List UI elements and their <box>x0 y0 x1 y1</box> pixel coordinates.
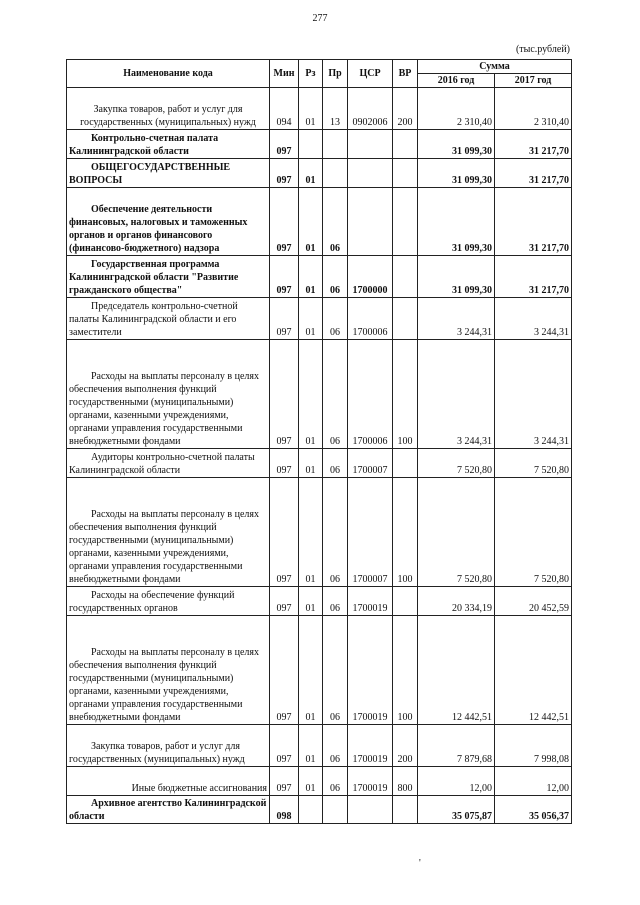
row-min: 097 <box>270 130 299 159</box>
row-csr: 1700019 <box>348 725 393 767</box>
row-vr <box>393 298 418 340</box>
table-row <box>67 256 572 298</box>
row-2016: 12,00 <box>418 767 495 796</box>
table-row <box>67 725 572 767</box>
row-min: 097 <box>270 256 299 298</box>
row-2016: 3 244,31 <box>418 298 495 340</box>
row-min: 097 <box>270 340 299 449</box>
row-name: Обеспечение деятельности финансовых, налоговых и таможенных органов и органов финансового (финансово-бюджетного) надзора <box>67 188 270 256</box>
row-vr <box>393 587 418 616</box>
header-min: Мин <box>270 60 299 88</box>
row-name: Расходы на выплаты персоналу в целях обеспечения выполнения функций государственными (муниципальными) органами, казенными учреждениями, органами управления государственными внебюджетными фондами <box>67 478 270 587</box>
page-number: 277 <box>312 13 328 24</box>
row-2017: 3 244,31 <box>495 340 572 449</box>
row-name: Контрольно-счетная палата Калининградской области <box>67 130 270 159</box>
row-csr <box>348 159 393 188</box>
row-csr <box>348 796 393 824</box>
header-2017: 2017 год <box>495 74 572 88</box>
header-pr: Пр <box>323 60 348 88</box>
row-2016: 31 099,30 <box>418 188 495 256</box>
row-2016: 7 520,80 <box>418 449 495 478</box>
table-row <box>67 616 572 725</box>
row-2017: 7 520,80 <box>495 449 572 478</box>
row-pr: 06 <box>323 188 348 256</box>
row-vr: 200 <box>393 88 418 130</box>
row-2016: 7 879,68 <box>418 725 495 767</box>
header-csr: ЦСР <box>348 60 393 88</box>
row-min: 097 <box>270 298 299 340</box>
row-rz: 01 <box>299 478 323 587</box>
row-csr: 1700007 <box>348 449 393 478</box>
header-name: Наименование кода <box>67 60 270 88</box>
row-min: 097 <box>270 587 299 616</box>
row-name: Закупка товаров, работ и услуг для государственных (муниципальных) нужд <box>67 88 270 130</box>
row-2016: 3 244,31 <box>418 340 495 449</box>
row-2017: 31 217,70 <box>495 130 572 159</box>
row-min: 097 <box>270 159 299 188</box>
row-pr: 13 <box>323 88 348 130</box>
row-pr: 06 <box>323 449 348 478</box>
row-rz: 01 <box>299 256 323 298</box>
table-row <box>67 88 572 130</box>
row-vr <box>393 449 418 478</box>
row-pr: 06 <box>323 587 348 616</box>
units-label: (тыс.рублей) <box>515 44 570 55</box>
table-row <box>67 188 572 256</box>
row-2017: 31 217,70 <box>495 188 572 256</box>
row-2017: 7 998,08 <box>495 725 572 767</box>
row-name: Государственная программа Калининградской области "Развитие гражданского общества" <box>67 256 270 298</box>
row-rz <box>299 796 323 824</box>
row-rz: 01 <box>299 767 323 796</box>
row-min: 097 <box>270 188 299 256</box>
row-2016: 31 099,30 <box>418 159 495 188</box>
budget-table <box>66 59 572 824</box>
row-rz: 01 <box>299 725 323 767</box>
row-pr <box>323 159 348 188</box>
row-pr: 06 <box>323 725 348 767</box>
row-name: Расходы на выплаты персоналу в целях обеспечения выполнения функций государственными (муниципальными) органами, казенными учреждениями, органами управления государственными внебюджетными фондами <box>67 340 270 449</box>
row-2016: 12 442,51 <box>418 616 495 725</box>
table-row <box>67 587 572 616</box>
row-min: 097 <box>270 767 299 796</box>
table-row <box>67 130 572 159</box>
row-name: Председатель контрольно-счетной палаты Калининградской области и его заместители <box>67 298 270 340</box>
row-vr: 100 <box>393 616 418 725</box>
row-2017: 20 452,59 <box>495 587 572 616</box>
row-rz: 01 <box>299 616 323 725</box>
row-vr: 800 <box>393 767 418 796</box>
header-vr: ВР <box>393 60 418 88</box>
row-pr: 06 <box>323 298 348 340</box>
row-2017: 3 244,31 <box>495 298 572 340</box>
row-rz: 01 <box>299 340 323 449</box>
row-pr: 06 <box>323 256 348 298</box>
row-pr: 06 <box>323 340 348 449</box>
row-min: 097 <box>270 478 299 587</box>
header-2016: 2016 год <box>418 74 495 88</box>
row-vr: 100 <box>393 478 418 587</box>
row-pr: 06 <box>323 767 348 796</box>
row-name: Расходы на выплаты персоналу в целях обеспечения выполнения функций государственными (муниципальными) органами, казенными учреждениями, органами управления государственными внебюджетными фондами <box>67 616 270 725</box>
row-csr: 1700006 <box>348 340 393 449</box>
table-row <box>67 298 572 340</box>
row-pr: 06 <box>323 478 348 587</box>
row-2017: 12,00 <box>495 767 572 796</box>
row-2017: 2 310,40 <box>495 88 572 130</box>
row-2016: 7 520,80 <box>418 478 495 587</box>
row-name: Закупка товаров, работ и услуг для государственных (муниципальных) нужд <box>67 725 270 767</box>
row-name: Аудиторы контрольно-счетной палаты Калининградской области <box>67 449 270 478</box>
row-csr: 1700006 <box>348 298 393 340</box>
table-row <box>67 159 572 188</box>
row-vr <box>393 256 418 298</box>
row-csr: 1700019 <box>348 587 393 616</box>
row-name: Расходы на обеспечение функций государственных органов <box>67 587 270 616</box>
row-rz: 01 <box>299 188 323 256</box>
row-2017: 31 217,70 <box>495 256 572 298</box>
row-csr <box>348 130 393 159</box>
row-rz: 01 <box>299 159 323 188</box>
row-2016: 2 310,40 <box>418 88 495 130</box>
header-rz: Рз <box>299 60 323 88</box>
row-rz <box>299 130 323 159</box>
row-name: ОБЩЕГОСУДАРСТВЕННЫЕ ВОПРОСЫ <box>67 159 270 188</box>
row-vr <box>393 796 418 824</box>
row-pr: 06 <box>323 616 348 725</box>
row-csr: 1700007 <box>348 478 393 587</box>
row-csr: 1700000 <box>348 256 393 298</box>
row-csr: 0902006 <box>348 88 393 130</box>
row-vr: 100 <box>393 340 418 449</box>
row-2017: 12 442,51 <box>495 616 572 725</box>
row-2016: 31 099,30 <box>418 256 495 298</box>
row-name: Иные бюджетные ассигнования <box>67 767 270 796</box>
row-min: 097 <box>270 725 299 767</box>
row-2016: 35 075,87 <box>418 796 495 824</box>
row-name: Архивное агентство Калининградской области <box>67 796 270 824</box>
row-rz: 01 <box>299 88 323 130</box>
table-row <box>67 767 572 796</box>
row-pr <box>323 796 348 824</box>
row-vr <box>393 188 418 256</box>
row-csr: 1700019 <box>348 616 393 725</box>
row-min: 097 <box>270 449 299 478</box>
row-min: 094 <box>270 88 299 130</box>
row-pr <box>323 130 348 159</box>
row-2016: 31 099,30 <box>418 130 495 159</box>
table-row <box>67 796 572 824</box>
row-rz: 01 <box>299 449 323 478</box>
stray-mark: ' <box>419 858 421 869</box>
row-vr <box>393 130 418 159</box>
row-csr <box>348 188 393 256</box>
row-rz: 01 <box>299 587 323 616</box>
row-csr: 1700019 <box>348 767 393 796</box>
row-2017: 35 056,37 <box>495 796 572 824</box>
row-vr <box>393 159 418 188</box>
table-row <box>67 478 572 587</box>
table-row <box>67 449 572 478</box>
row-vr: 200 <box>393 725 418 767</box>
row-min: 097 <box>270 616 299 725</box>
row-2017: 7 520,80 <box>495 478 572 587</box>
row-2016: 20 334,19 <box>418 587 495 616</box>
header-sum: Сумма <box>418 60 572 74</box>
row-min: 098 <box>270 796 299 824</box>
row-rz: 01 <box>299 298 323 340</box>
row-2017: 31 217,70 <box>495 159 572 188</box>
table-row <box>67 340 572 449</box>
